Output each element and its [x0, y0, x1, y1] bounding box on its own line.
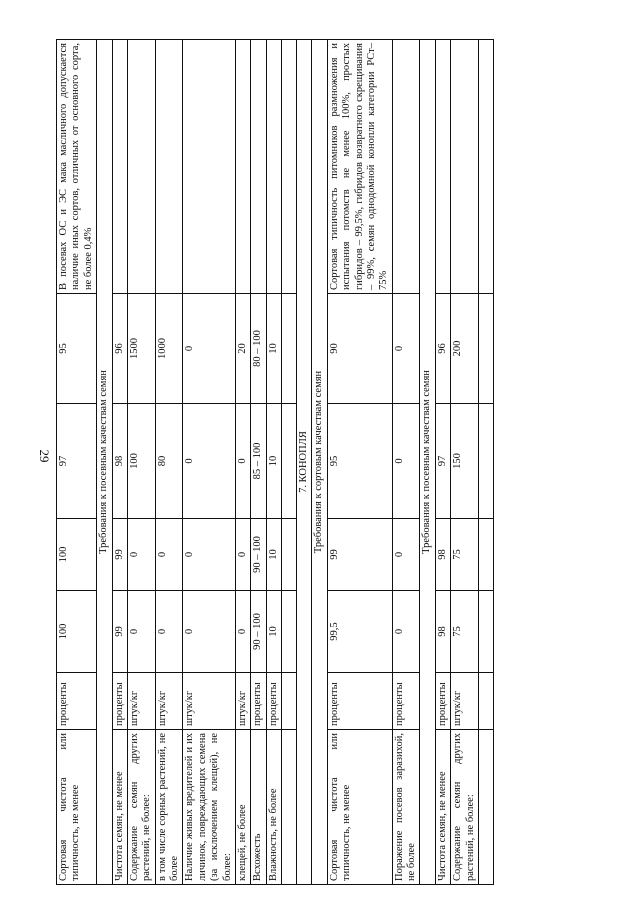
- indicator-cell: Поражение посевов заразихой, не более: [392, 730, 420, 885]
- value-cell: 0: [392, 294, 420, 404]
- table-row: [251, 40, 266, 885]
- note-cell: [392, 40, 420, 294]
- value-cell: 0: [392, 591, 420, 673]
- indicator-cell: Наличие живых вредителей и их личинок, повреждающих семена (за исключением клещей), не более:: [183, 730, 236, 885]
- unit-cell: штук/кг: [235, 673, 250, 730]
- value-cell: 96: [112, 294, 127, 404]
- unit-cell: штук/кг: [155, 673, 183, 730]
- value-cell: 20: [235, 294, 250, 404]
- value-cell: 0: [183, 519, 236, 591]
- rotated-page: [56, 40, 526, 885]
- value-cell: 0: [235, 404, 250, 519]
- empty-cell: [478, 673, 493, 730]
- indicator-cell: Содержание семян других растений, не более:: [127, 730, 155, 885]
- unit-cell: проценты: [57, 673, 97, 730]
- section-title: Требования к посевным качествам семян: [97, 40, 112, 885]
- value-cell: 100: [57, 591, 97, 673]
- value-cell: 0: [235, 591, 250, 673]
- value-cell: 10: [266, 294, 281, 404]
- indicator-cell: Содержание семян других растений, не более:: [451, 730, 479, 885]
- empty-cell: [478, 519, 493, 591]
- unit-cell: проценты: [112, 673, 127, 730]
- note-cell: [435, 40, 450, 294]
- value-cell: 90 – 100: [251, 591, 266, 673]
- unit-cell: проценты: [435, 673, 450, 730]
- value-cell: 0: [183, 591, 236, 673]
- value-cell: 10: [266, 591, 281, 673]
- value-cell: 10: [266, 519, 281, 591]
- empty-cell: [282, 294, 297, 404]
- value-cell: 99,5: [327, 591, 392, 673]
- value-cell: 97: [435, 404, 450, 519]
- section-title: Требования к посевным качествам семян: [420, 40, 435, 885]
- page-number: 29: [37, 449, 52, 463]
- value-cell: 200: [451, 294, 479, 404]
- value-cell: 90: [327, 294, 392, 404]
- indicator-cell: Сортовая чистота или типичность, не менее: [57, 730, 97, 885]
- table-row: [127, 40, 155, 885]
- value-cell: 80: [155, 404, 183, 519]
- value-cell: 99: [327, 519, 392, 591]
- empty-cell: [478, 294, 493, 404]
- value-cell: 75: [451, 591, 479, 673]
- value-cell: 1500: [127, 294, 155, 404]
- section-header-row: [420, 40, 435, 885]
- empty-cell: [282, 40, 297, 294]
- note-cell: [183, 40, 236, 294]
- table-row: [235, 40, 250, 885]
- value-cell: 98: [435, 591, 450, 673]
- value-cell: 99: [112, 519, 127, 591]
- value-cell: 95: [57, 294, 97, 404]
- indicator-cell: Всхожесть: [251, 730, 266, 885]
- value-cell: 85 – 100: [251, 404, 266, 519]
- value-cell: 99: [112, 591, 127, 673]
- spacer-row: [282, 40, 297, 885]
- table-row: [155, 40, 183, 885]
- unit-cell: штук/кг: [183, 673, 236, 730]
- table-row: [327, 40, 392, 885]
- empty-cell: [282, 673, 297, 730]
- note-cell: [451, 40, 479, 294]
- empty-cell: [478, 730, 493, 885]
- empty-cell: [282, 519, 297, 591]
- table-row: [57, 40, 97, 885]
- value-cell: 98: [112, 404, 127, 519]
- value-cell: 96: [435, 294, 450, 404]
- value-cell: 90 – 100: [251, 519, 266, 591]
- value-cell: 0: [235, 519, 250, 591]
- empty-cell: [282, 591, 297, 673]
- table-row: [451, 40, 479, 885]
- value-cell: 98: [435, 519, 450, 591]
- value-cell: 97: [57, 404, 97, 519]
- section-header-row: [97, 40, 112, 885]
- value-cell: 150: [451, 404, 479, 519]
- value-cell: 0: [392, 404, 420, 519]
- table-row: [392, 40, 420, 885]
- section-header-text: Требования к сортовым качествам семян: [312, 40, 327, 885]
- empty-cell: [478, 591, 493, 673]
- note-cell: [112, 40, 127, 294]
- culture-title-text: 7. КОНОПЛЯ: [297, 40, 312, 885]
- indicator-cell: клещей, не более: [235, 730, 250, 885]
- unit-cell: проценты: [392, 673, 420, 730]
- note-cell: [235, 40, 250, 294]
- note-cell: [266, 40, 281, 294]
- section-header: [312, 40, 327, 885]
- table-row: [183, 40, 236, 885]
- requirements-table: [56, 39, 494, 885]
- indicator-cell: Чистота семян, не менее: [435, 730, 450, 885]
- value-cell: 0: [183, 294, 236, 404]
- indicator-cell: Влажность, не более: [266, 730, 281, 885]
- value-cell: 1000: [155, 294, 183, 404]
- note-cell: [155, 40, 183, 294]
- empty-cell: [282, 404, 297, 519]
- indicator-cell: Сортовая чистота или типичность, не менее: [327, 730, 392, 885]
- table-row: [266, 40, 281, 885]
- note-cell: Сортовая типичность питомников размножения и испытания потомств не менее 100%, простых гибридов – 99,5%, гибридов возвратного скрещивания – 99%, семян однодомной конопли категории РСт– 75%: [327, 40, 392, 294]
- value-cell: 10: [266, 404, 281, 519]
- unit-cell: проценты: [266, 673, 281, 730]
- note-cell: [251, 40, 266, 294]
- empty-cell: [282, 730, 297, 885]
- indicator-cell: в том числе сорных растений, не более: [155, 730, 183, 885]
- value-cell: 100: [57, 519, 97, 591]
- value-cell: 75: [451, 519, 479, 591]
- unit-cell: проценты: [327, 673, 392, 730]
- note-cell: [127, 40, 155, 294]
- empty-cell: [478, 40, 493, 294]
- table-row: [112, 40, 127, 885]
- empty-cell: [478, 404, 493, 519]
- table-row: [435, 40, 450, 885]
- value-cell: 0: [127, 591, 155, 673]
- value-cell: 0: [183, 404, 236, 519]
- value-cell: 95: [327, 404, 392, 519]
- value-cell: 100: [127, 404, 155, 519]
- unit-cell: штук/кг: [127, 673, 155, 730]
- note-cell: В посевах ОС и ЭС мака масличного допускается наличие иных сортов, отличных от основного сорта, не более 0,4%: [57, 40, 97, 294]
- unit-cell: штук/кг: [451, 673, 479, 730]
- value-cell: 0: [155, 591, 183, 673]
- indicator-cell: Чистота семян, не менее: [112, 730, 127, 885]
- value-cell: 80 – 100: [251, 294, 266, 404]
- value-cell: 0: [155, 519, 183, 591]
- spacer-row: [478, 40, 493, 885]
- culture-title: [297, 40, 312, 885]
- unit-cell: проценты: [251, 673, 266, 730]
- value-cell: 0: [392, 519, 420, 591]
- value-cell: 0: [127, 519, 155, 591]
